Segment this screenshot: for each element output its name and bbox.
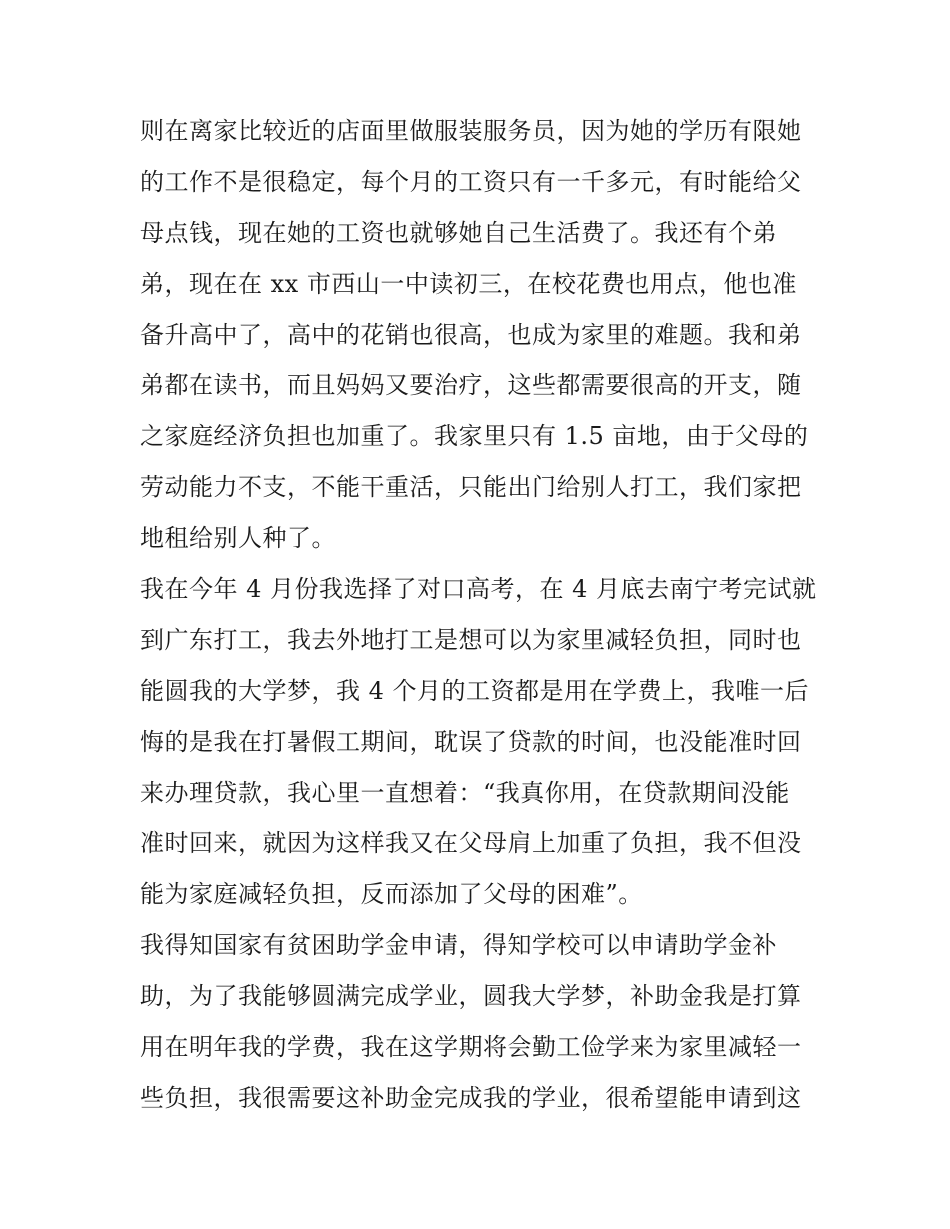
text-line: 地租给别人种了。 bbox=[140, 524, 336, 553]
paragraph-2 bbox=[140, 564, 820, 920]
text-line: 能为家庭减轻负担，反而添加了父母的困难”。 bbox=[140, 880, 643, 909]
text-line: 备升高中了，高中的花销也很高，也成为家里的难题。我和弟 bbox=[140, 320, 802, 349]
text-line: 则在离家比较近的店面里做服装服务员，因为她的学历有限她 bbox=[140, 117, 802, 145]
text-line: 弟，现在在 xx 市西山一中读初三，在校花费也用点，他也准 bbox=[140, 269, 797, 298]
text-line: 劳动能力不支，不能干重活，只能出门给别人打工，我们家把 bbox=[140, 473, 802, 502]
text-line: 我得知国家有贫困助学金申请，得知学校可以申请助学金补 bbox=[140, 931, 777, 960]
text-line: 弟都在读书，而且妈妈又要治疗，这些都需要很高的开支，随 bbox=[140, 371, 802, 400]
text-line: 母点钱，现在她的工资也就够她自己生活费了。我还有个弟 bbox=[140, 218, 777, 247]
text-line: 些负担，我很需要这补助金完成我的学业，很希望能申请到这 bbox=[140, 1083, 802, 1112]
text-line: 我在今年 4 月份我选择了对口高考，在 4 月底去南宁考完试就 bbox=[140, 575, 817, 604]
text-line: 的工作不是很稳定，每个月的工资只有一千多元，有时能给父 bbox=[140, 167, 802, 196]
text-line: 悔的是我在打暑假工期间，耽误了贷款的时间，也没能准时回 bbox=[140, 727, 802, 756]
text-line: 准时回来，就因为这样我又在父母肩上加重了负担，我不但没 bbox=[140, 829, 802, 858]
text-line: 到广东打工，我去外地打工是想可以为家里减轻负担，同时也 bbox=[140, 625, 802, 654]
text-line: 来办理贷款，我心里一直想着：“我真你用，在贷款期间没能 bbox=[140, 778, 790, 807]
text-line: 能圆我的大学梦，我 4 个月的工资都是用在学费上，我唯一后 bbox=[140, 676, 810, 705]
paragraph-1 bbox=[140, 106, 820, 564]
document-body bbox=[140, 106, 820, 1124]
text-line: 之家庭经济负担也加重了。我家里只有 1.5 亩地，由于父母的 bbox=[140, 422, 809, 451]
paragraph-3 bbox=[140, 920, 820, 1124]
text-line: 助，为了我能够圆满完成学业，圆我大学梦，补助金我是打算 bbox=[140, 982, 802, 1011]
text-line: 用在明年我的学费，我在这学期将会勤工俭学来为家里减轻一 bbox=[140, 1033, 802, 1062]
